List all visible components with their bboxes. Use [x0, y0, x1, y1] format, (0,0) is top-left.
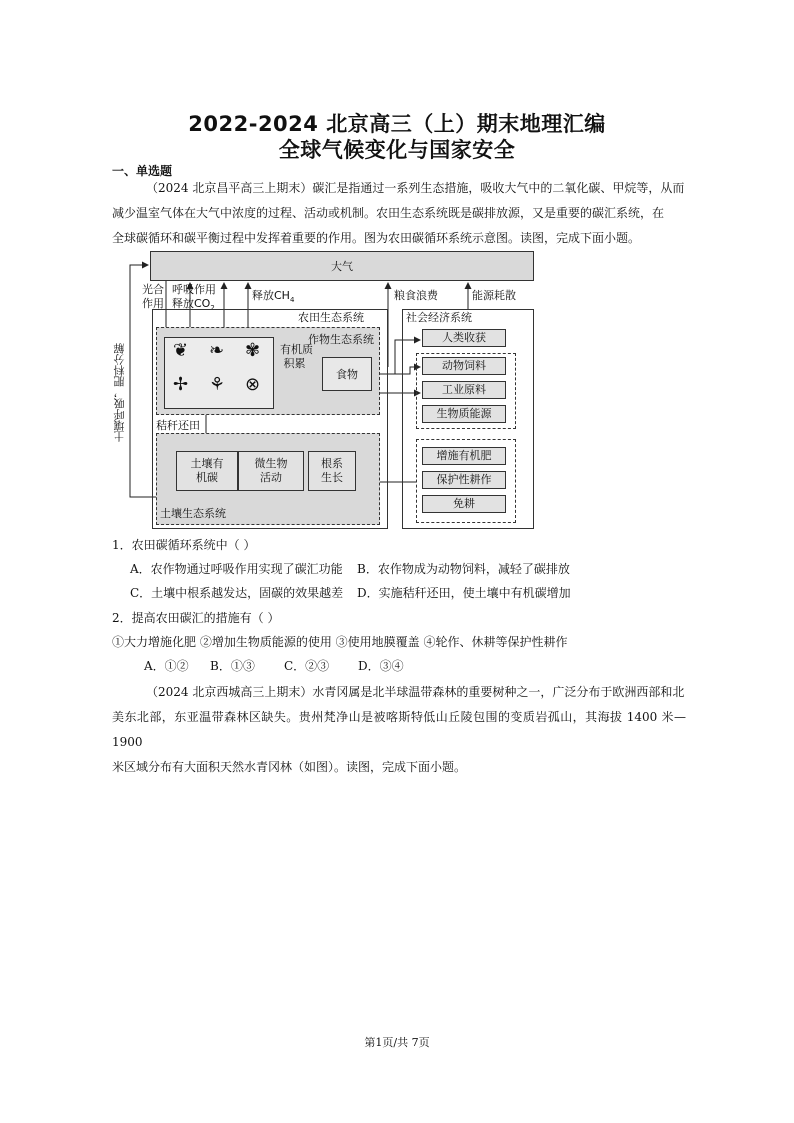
- manure-box: 增施有机肥: [422, 447, 506, 465]
- bean-icon: ⚘: [209, 374, 226, 395]
- conservation-box: 保护性耕作: [422, 471, 506, 489]
- intro-paragraph-1: [112, 176, 686, 251]
- root-box: 根系 生长: [308, 451, 356, 491]
- energy-use-label: 能源耗散: [472, 289, 516, 302]
- straw-return-label: 秸秆还田: [156, 419, 200, 432]
- soil-carbon-box: 土壤有 机碳: [176, 451, 238, 491]
- page-subtitle: 全球气候变化与国家安全: [278, 138, 516, 162]
- food-waste-label: 粮食浪费: [394, 289, 438, 302]
- intro-line: （2024 北京西城高三上期末）水青冈属是北半球温带森林的重要树种之一，广泛分布于欧洲西部和北: [146, 685, 685, 699]
- sprout-icon: ✢: [173, 374, 189, 395]
- page-footer: 第1页/共 7页: [364, 1036, 430, 1049]
- question-2-items: ①大力增施化肥 ②增加生物质能源的使用 ③使用地膜覆盖 ④轮作、休耕等保护性耕作: [112, 635, 568, 649]
- organic-accumulation-label: 有机质 积累: [280, 343, 313, 370]
- source-label: （2024 北京昌平高三上期末）: [146, 181, 313, 195]
- question-1-option-b: B．农作物成为动物饲料，减轻了碳排放: [357, 562, 570, 576]
- harvest-box: 人类收获: [422, 329, 506, 347]
- industrial-box: 工业原料: [422, 381, 506, 399]
- microbe-box: 微生物 活动: [238, 451, 304, 491]
- page-title: 2022-2024 北京高三（上）期末地理汇编: [188, 112, 606, 136]
- question-1-option-a: A．农作物通过呼吸作用实现了碳汇功能: [130, 562, 343, 576]
- crop-system-label: 作物生态系统: [308, 333, 374, 346]
- feed-box: 动物饲料: [422, 357, 506, 375]
- corn-icon: ❦: [173, 340, 189, 361]
- intro-line: （2024 北京昌平高三上期末）碳汇是指通过一系列生态措施，吸收大气中的二氧化碳、甲烷等，从而: [146, 181, 685, 195]
- respiration-label: 呼吸作用 释放$CO_2$: [172, 283, 216, 313]
- photosynthesis-label: 光合 作用: [142, 283, 164, 310]
- question-1-stem: 1．农田碳循环系统中（ ）: [112, 538, 256, 552]
- intro-line: 全球碳循环和碳平衡过程中发挥着重要的作用。图为农田碳循环系统示意图。读图，完成下面小题。: [112, 231, 641, 245]
- crops-box: [164, 337, 274, 409]
- intro-line: 减少温室气体在大气中浓度的过程、活动或机制。农田生态系统既是碳排放源，又是重要的碳汇系统，在: [112, 206, 665, 220]
- intro-paragraph-2: [112, 680, 686, 780]
- soil-system-label: 土壤生态系统: [160, 507, 226, 520]
- question-1-option-c: C．土壤中根系越发达，固碳的效果越差: [130, 586, 344, 600]
- methane-label: 释放$CH_4$: [252, 289, 295, 305]
- notill-box: 免耕: [422, 495, 506, 513]
- question-2-option-b: B．①③: [210, 659, 255, 673]
- question-1-option-d: D．实施秸秆还田，使土壤中有机碳增加: [357, 586, 571, 600]
- question-2-option-c: C．②③: [284, 659, 330, 673]
- intro-line: 美东北部，东亚温带森林区缺失。贵州梵净山是被喀斯特低山丘陵包围的变质岩孤山，其海拔 1400 米—1900: [112, 710, 686, 749]
- atmosphere-box: 大气: [150, 251, 534, 281]
- farmland-carbon-cycle-diagram: [110, 247, 540, 533]
- wheat-icon: ❧: [209, 340, 225, 361]
- section-label: 一、单选题: [112, 164, 173, 178]
- question-2-stem: 2．提高农田碳汇的措施有（ ）: [112, 611, 280, 625]
- farmland-system-label: 农田生态系统: [298, 311, 364, 324]
- question-2-option-d: D．③④: [358, 659, 404, 673]
- soil-respiration-label: 土壤呼吸，肥料分解: [113, 343, 126, 442]
- tomato-icon: ⊗: [245, 374, 261, 395]
- sorghum-icon: ✾: [245, 340, 261, 361]
- question-2-option-a: A．①②: [144, 659, 189, 673]
- socio-system-label: 社会经济系统: [406, 311, 472, 324]
- food-box: 食物: [322, 357, 372, 391]
- source-label: （2024 北京西城高三上期末）: [146, 685, 313, 699]
- bioenergy-box: 生物质能源: [422, 405, 506, 423]
- intro-line: 米区域分布有大面积天然水青冈林（如图）。读图，完成下面小题。: [112, 760, 467, 774]
